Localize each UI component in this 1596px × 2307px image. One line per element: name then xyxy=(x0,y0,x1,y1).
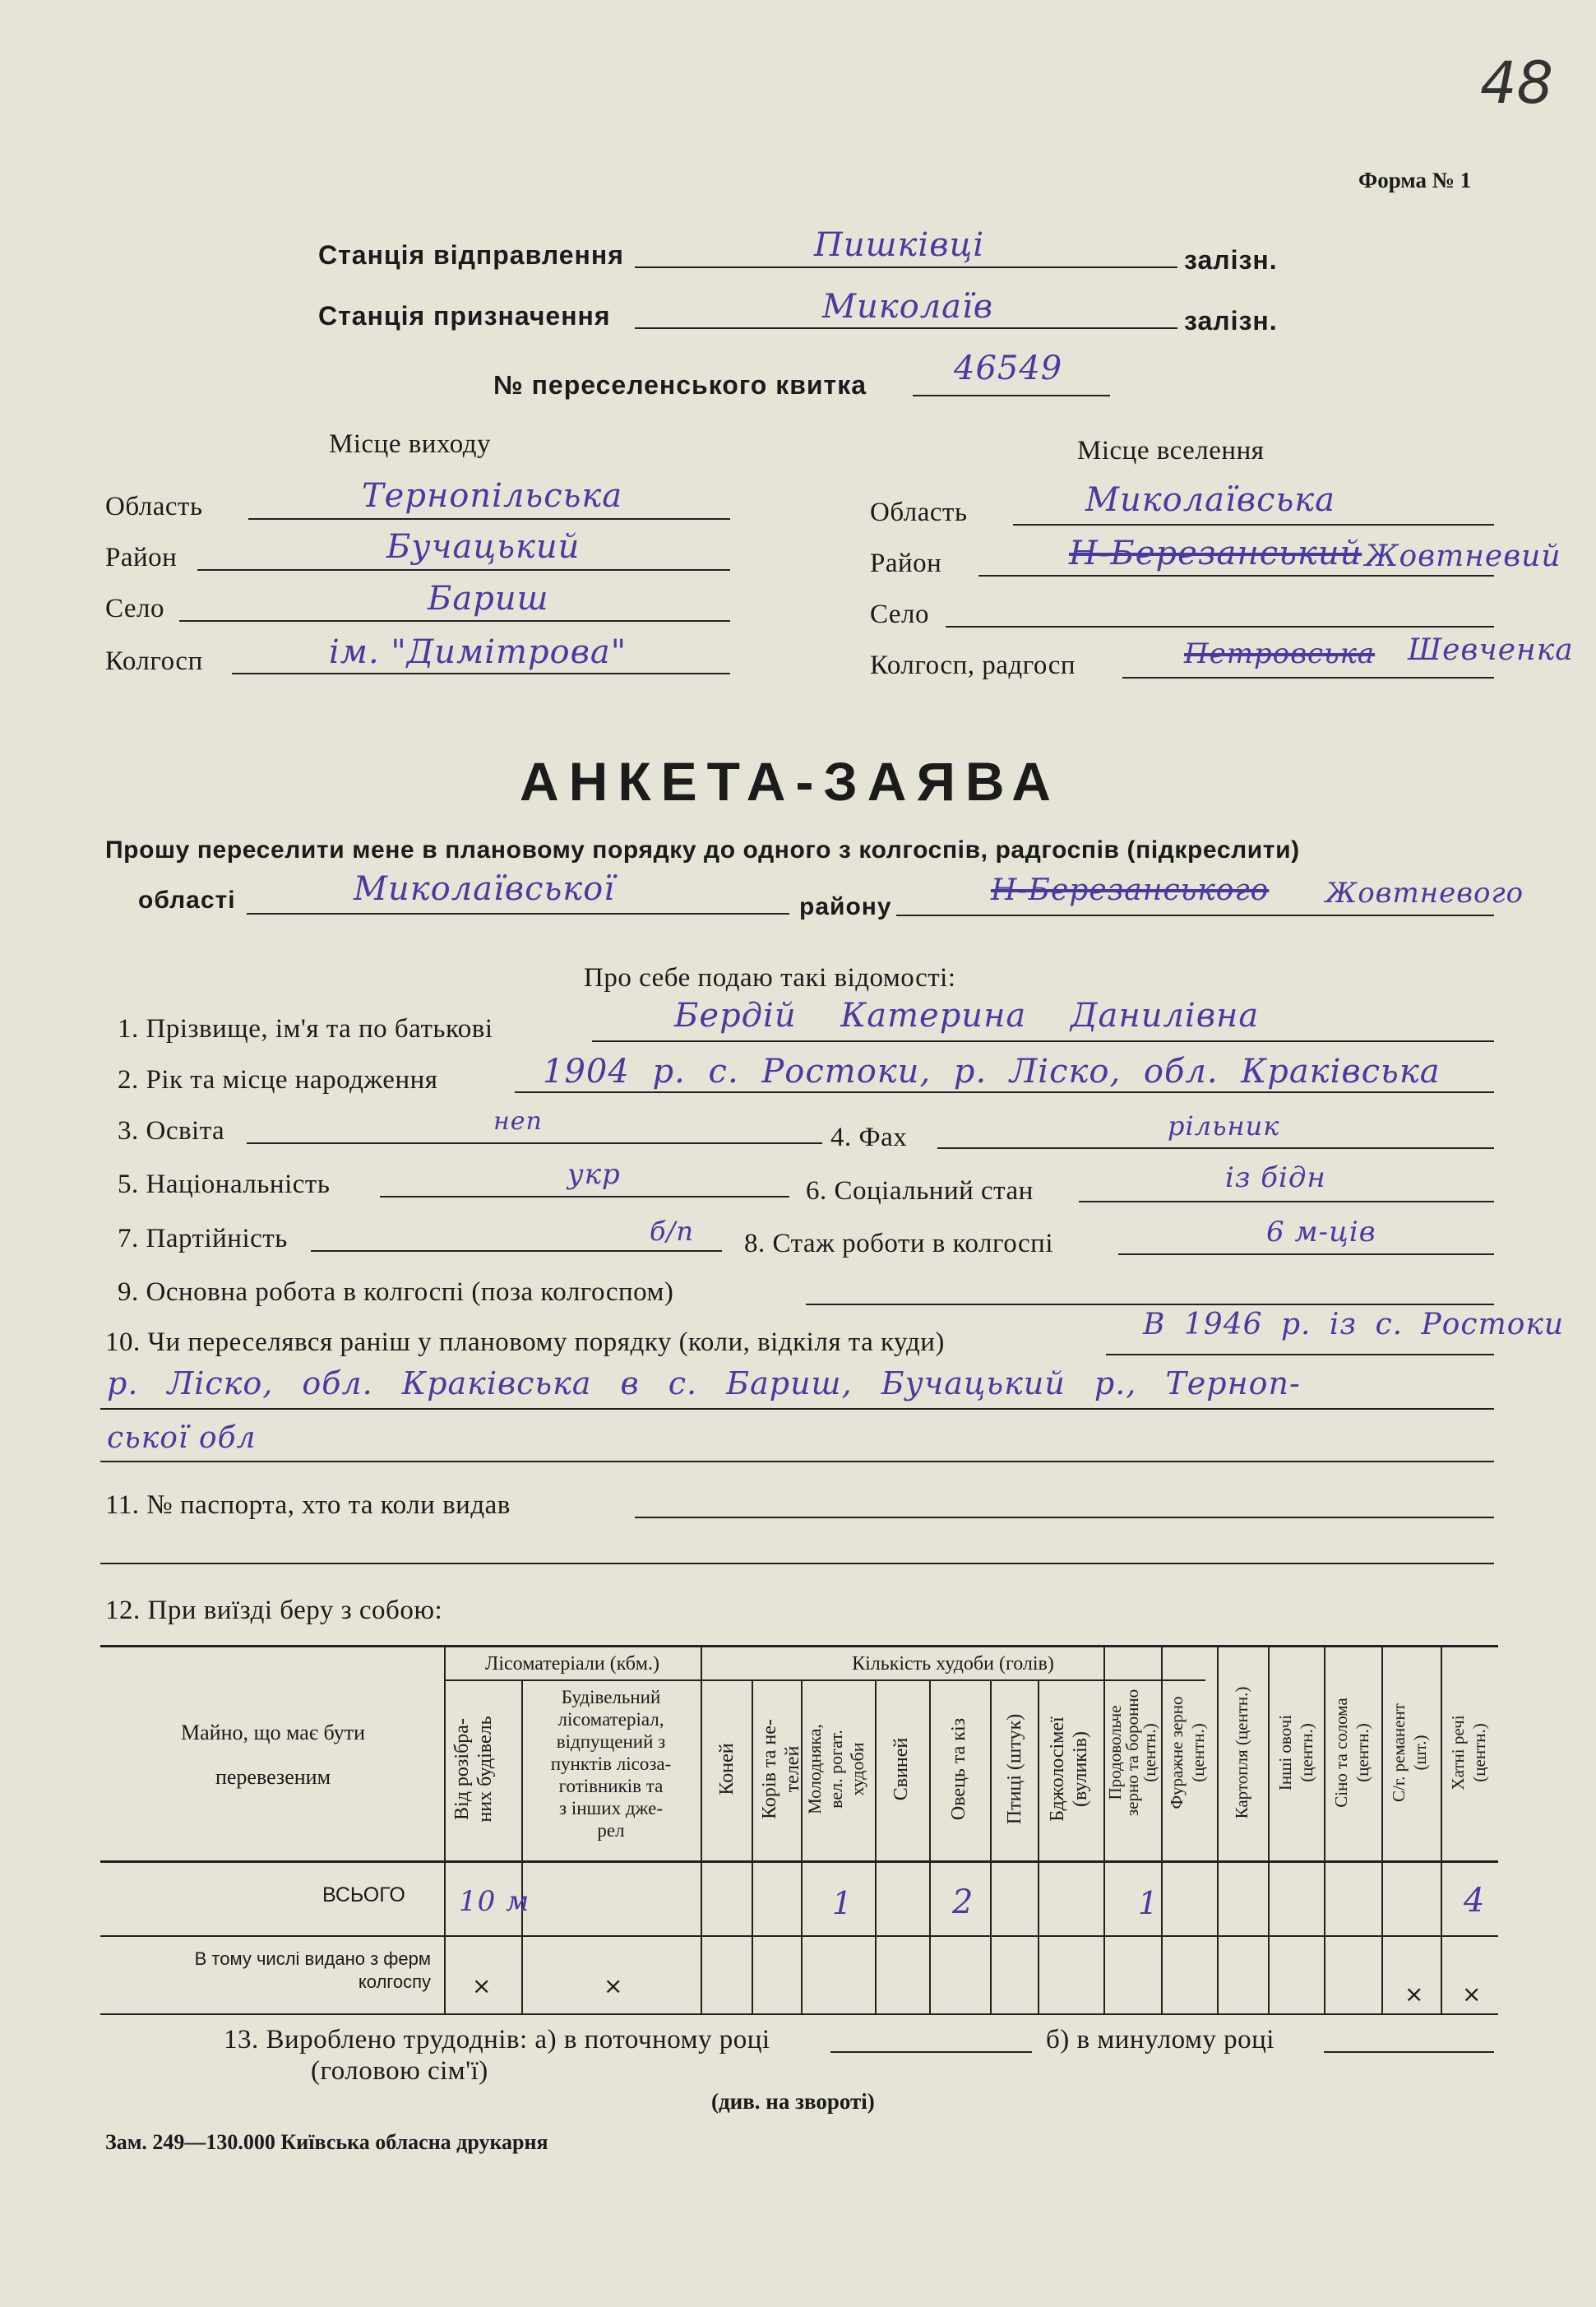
ticket-number-value: 46549 xyxy=(954,350,1063,387)
q8-line xyxy=(1118,1253,1494,1255)
origin-raion-value: Бучацький xyxy=(386,528,581,566)
q11-line-a xyxy=(635,1517,1494,1518)
col-sep xyxy=(1268,1645,1270,2013)
col-sep xyxy=(1161,1645,1163,2013)
form-number: Форма № 1 xyxy=(1358,168,1472,192)
destination-rail-suffix: залізн. xyxy=(1184,306,1278,336)
col-14-header: Сіно та солома (центн.) xyxy=(1331,1698,1372,1808)
q10-value-c: ської обл xyxy=(107,1421,257,1455)
issued-col-2: × xyxy=(604,1972,623,1999)
page-number: 48 xyxy=(1480,49,1554,117)
col-sep xyxy=(521,1679,523,2013)
destination-station-line xyxy=(635,327,1177,329)
q10-line-a xyxy=(1106,1354,1494,1355)
q11-label: 11. № паспорта, хто та коли видав xyxy=(105,1490,511,1520)
q1-line xyxy=(592,1040,1494,1042)
q1-label: 1. Прізвище, ім'я та по батькові xyxy=(118,1014,493,1044)
q9-line xyxy=(806,1304,1494,1305)
request-raion-label: району xyxy=(799,893,892,920)
q5-label: 5. Національність xyxy=(118,1170,331,1199)
q2-value: 1904 р. с. Ростоки, р. Ліско, обл. Краківська xyxy=(543,1053,1441,1091)
col-sep xyxy=(990,1679,992,2013)
origin-selo-label: Село xyxy=(105,594,165,623)
col-6-header: Свиней xyxy=(891,1737,912,1801)
table-top xyxy=(100,1645,1498,1647)
issued-col-16: × xyxy=(1462,1980,1482,2008)
origin-oblast-line xyxy=(248,518,730,520)
issued-col-1: × xyxy=(472,1972,492,1999)
q2-label: 2. Рік та місце народження xyxy=(118,1065,438,1095)
total-col-7: 2 xyxy=(952,1883,974,1921)
origin-raion-label: Район xyxy=(105,543,178,572)
col-12-header: Картопля (центн.) xyxy=(1232,1686,1251,1819)
col-sep xyxy=(1038,1679,1039,2013)
dest-oblast-label: Область xyxy=(870,498,968,527)
q3-line xyxy=(247,1142,822,1144)
dest-kolhosp-value: Шевченка xyxy=(1408,633,1574,667)
dest-raion-label: Район xyxy=(870,549,942,578)
table-group-rule xyxy=(444,1679,1205,1681)
col-sep xyxy=(1324,1645,1325,2013)
col-sep xyxy=(875,1679,877,2013)
q13-line-b xyxy=(1324,2051,1494,2053)
departure-station-value: Пишківці xyxy=(814,226,985,264)
q5-value: укр xyxy=(567,1158,621,1191)
dest-selo-label: Село xyxy=(870,600,930,629)
request-raion-struck: Н-Березанського xyxy=(991,873,1270,907)
origin-kolhosp-value: ім. "Димітрова" xyxy=(329,633,627,671)
q10-label: 10. Чи переселявся раніш у плановому порядку (коли, відкіля та куди) xyxy=(105,1327,945,1357)
ticket-number-line xyxy=(913,395,1110,396)
q2-line xyxy=(515,1091,1494,1093)
property-table xyxy=(100,1645,1498,2015)
col-9-header: Бджолосімеї (вуликів) xyxy=(1047,1716,1091,1822)
origin-oblast-label: Область xyxy=(105,492,203,521)
q7-label: 7. Партійність xyxy=(118,1224,288,1253)
request-raion-line xyxy=(896,915,1494,916)
col-sep xyxy=(1217,1645,1219,2013)
dest-raion-struck: Н-Березанський xyxy=(1069,535,1362,572)
info-intro: Про себе подаю такі відомості: xyxy=(584,963,956,993)
dest-kolhosp-struck: Петровська xyxy=(1184,637,1376,670)
col-sep xyxy=(701,1645,702,2013)
col-13-header: Інші овочі (центн.) xyxy=(1275,1714,1316,1791)
departure-station-line xyxy=(635,266,1177,268)
total-col-1: 10 м xyxy=(459,1885,530,1918)
col-property-header: Майно, що має бути перевезеним xyxy=(181,1721,365,1789)
dest-raion-line xyxy=(978,575,1494,577)
col-4-header: Корів та не- телей xyxy=(759,1719,803,1819)
departure-station-label: Станція відправлення xyxy=(318,240,624,270)
departure-rail-suffix: залізн. xyxy=(1184,245,1278,275)
col-16-header: Хатні речі (центн.) xyxy=(1448,1715,1489,1790)
col-11-header: Фуражне зерно (центн.) xyxy=(1167,1696,1208,1809)
q10-line-c xyxy=(100,1461,1494,1462)
col-3-header: Коней xyxy=(716,1743,738,1795)
q13-line-a xyxy=(830,2051,1032,2053)
group-timber-header: Лісоматеріали (кбм.) xyxy=(485,1653,659,1675)
form-title: АНКЕТА-ЗАЯВА xyxy=(520,751,1061,812)
q5-line xyxy=(380,1196,789,1198)
col-sep xyxy=(752,1679,753,2013)
q12-label: 12. При виїзді беру з собою: xyxy=(105,1596,443,1625)
total-col-5: 1 xyxy=(832,1885,854,1921)
q10-value-b: р. Ліско, обл. Краківська в с. Бариш, Бучацький р., Терноп- xyxy=(107,1365,1301,1401)
origin-oblast-value: Тернопільська xyxy=(362,477,623,515)
origin-selo-value: Бариш xyxy=(428,580,549,618)
col-sep xyxy=(929,1679,931,2013)
col-7-header: Овець та кіз xyxy=(948,1717,969,1821)
q8-label: 8. Стаж роботи в колгоспі xyxy=(744,1229,1054,1258)
q13-sub: (головою сім'ї) xyxy=(311,2056,488,2086)
col-8-header: Птиці (штук) xyxy=(1004,1713,1025,1825)
q7-value: б/п xyxy=(650,1216,694,1247)
origin-kolhosp-label: Колгосп xyxy=(105,646,203,676)
col-sep xyxy=(1441,1645,1442,2013)
dest-oblast-line xyxy=(1013,524,1494,526)
table-bottom xyxy=(100,2013,1498,2015)
row-total-label: ВСЬОГО xyxy=(322,1883,405,1906)
table-total-bottom xyxy=(100,1935,1498,1937)
q4-value: рільник xyxy=(1168,1110,1280,1142)
origin-kolhosp-line xyxy=(232,673,730,674)
dest-raion-value: Жовтневий xyxy=(1365,540,1561,573)
q8-value: 6 м-ців xyxy=(1266,1216,1376,1248)
table-header-bottom xyxy=(100,1860,1498,1863)
q10-value-a: В 1946 р. із с. Ростоки xyxy=(1143,1308,1565,1341)
col-sep xyxy=(1381,1645,1383,2013)
row-issued-label: В тому числі видано з ферм колгоспу xyxy=(194,1948,431,1992)
total-col-10: 1 xyxy=(1138,1885,1159,1921)
request-oblast-value: Миколаївської xyxy=(354,870,616,908)
q10-line-b xyxy=(100,1408,1494,1410)
dest-kolhosp-label: Колгосп, радгосп xyxy=(870,651,1076,680)
request-raion-value: Жовтневого xyxy=(1325,877,1524,910)
group-cattle-header: Кількість худоби (голів) xyxy=(852,1653,1054,1675)
col-sep xyxy=(444,1645,446,2013)
q4-line xyxy=(937,1147,1494,1149)
printer-line: Зам. 249—130.000 Київська обласна друкарня xyxy=(105,2130,548,2154)
q9-label: 9. Основна робота в колгоспі (поза колгоспом) xyxy=(118,1277,674,1307)
q13-b-label: б) в минулому році xyxy=(1046,2025,1274,2055)
origin-heading: Місце виходу xyxy=(329,429,492,459)
q6-label: 6. Соціальний стан xyxy=(806,1176,1034,1206)
dest-heading: Місце вселення xyxy=(1077,436,1265,466)
col-10-header: Продовольче зерно та боронно (центн.) xyxy=(1105,1689,1159,1817)
q7-line xyxy=(311,1250,722,1252)
q6-value: із бідн xyxy=(1225,1161,1326,1194)
dest-selo-line xyxy=(946,626,1494,628)
col-sep xyxy=(1103,1645,1105,2013)
see-back-note: (див. на звороті) xyxy=(711,2089,875,2114)
request-oblast-label: області xyxy=(138,887,236,914)
col-5-header: Молодняка, вел. рогат. худоби xyxy=(804,1724,867,1814)
issued-col-15: × xyxy=(1404,1980,1424,2008)
total-col-16: 4 xyxy=(1464,1882,1486,1920)
q4-label: 4. Фах xyxy=(830,1123,908,1152)
origin-selo-line xyxy=(179,620,730,622)
q1-value: Бердій Катерина Данилівна xyxy=(674,997,1260,1035)
col-1-header: Від розібра- них будівель xyxy=(451,1716,496,1823)
q6-line xyxy=(1079,1201,1494,1202)
q11-line-b xyxy=(100,1563,1494,1564)
dest-oblast-value: Миколаївська xyxy=(1085,481,1335,519)
destination-station-label: Станція призначення xyxy=(318,301,611,331)
col-2-header: Будівельний лісоматеріал, відпущений з пунктів лісоза- готівників та з інших дже- рел xyxy=(550,1687,672,1841)
q3-value: неп xyxy=(493,1107,543,1136)
q13-label: 13. Вироблено трудоднів: а) в поточному році xyxy=(224,2025,770,2055)
dest-kolhosp-line xyxy=(1122,677,1494,679)
origin-raion-line xyxy=(197,569,730,571)
col-15-header: С/г. реманент (шт.) xyxy=(1389,1703,1430,1802)
ticket-number-label: № переселенського квитка xyxy=(493,370,867,400)
q3-label: 3. Освіта xyxy=(118,1116,225,1146)
request-line: Прошу переселити мене в плановому порядку до одного з колгоспів, радгоспів (підкреслити) xyxy=(105,836,1300,864)
destination-station-value: Миколаїв xyxy=(822,288,994,326)
request-oblast-line xyxy=(247,913,789,915)
